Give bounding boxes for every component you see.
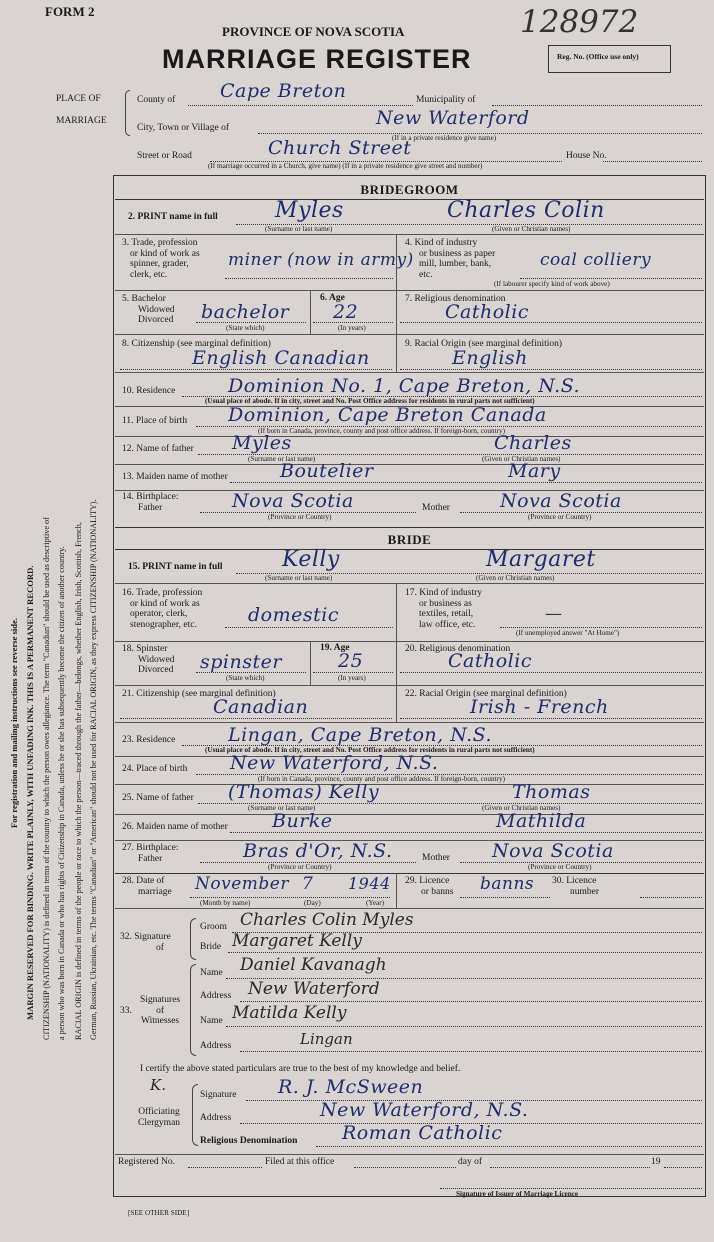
year-prefix: 19 [651, 1157, 661, 1167]
groom-residence: Dominion No. 1, Cape Breton, N.S. [228, 375, 581, 397]
f17-label [405, 588, 482, 630]
divider [115, 685, 704, 686]
f18-label-b: Widowed [138, 654, 175, 665]
f32-label [120, 932, 171, 953]
divider [115, 372, 704, 373]
handwritten-register-number: 128972 [520, 4, 639, 40]
f27-label [122, 843, 178, 864]
f23-sub: (Usual place of abode. If in city, street and No. Post Office address for residents in rural parts not sufficient) [205, 746, 535, 754]
f28-label-b: marriage [138, 886, 172, 897]
divider [115, 234, 704, 235]
witness1-address-label: Address [200, 991, 232, 1001]
f3-label-b: or kind of work as [130, 248, 200, 259]
marriage-label: MARRIAGE [56, 116, 107, 126]
f29-label-a: 29. Licence [405, 876, 450, 886]
f15-label [128, 562, 223, 572]
groom-citizenship: English Canadian [192, 347, 370, 369]
f27-label-b: Father [138, 853, 163, 864]
groom-place-of-birth: Dominion, Cape Breton Canada [228, 404, 547, 426]
divider [115, 840, 704, 841]
bride-surname: Kelly [282, 547, 340, 572]
filed-line [354, 1167, 456, 1168]
f26-label: 26. Maiden name of mother [122, 822, 228, 832]
f19-line [313, 672, 393, 673]
groom-father-birthplace: Nova Scotia [232, 490, 354, 512]
f30-label [552, 876, 599, 897]
divider [310, 641, 311, 685]
f30-label-b: number [570, 886, 600, 897]
f4-label-b: or business as paper [419, 248, 496, 259]
f14-label-a: 14. Birthplace: [122, 492, 179, 502]
divider [115, 464, 704, 465]
f27-sub-father: (Province or Country) [268, 863, 332, 871]
divider [115, 290, 704, 291]
f23-label: 23. Residence [122, 735, 176, 745]
witness1-address: New Waterford [248, 979, 380, 999]
f5-label-a: 5. Bachelor [122, 294, 166, 304]
f20-line [400, 672, 702, 673]
groom-mother-surname: Boutelier [280, 460, 374, 482]
bride-signature: Margaret Kelly [232, 931, 362, 951]
bride-citizenship: Canadian [213, 696, 309, 718]
divider [115, 527, 704, 528]
margin-instructions: For registration and mailing instructions see reverse side. [9, 617, 19, 828]
reg-number-box [548, 45, 671, 73]
f28-sub-month: (Month by name) [200, 899, 251, 907]
groom-racial-origin: English [452, 347, 528, 369]
divider [115, 334, 704, 335]
f21-line [120, 718, 392, 719]
f12-sub-surname: (Surname or last name) [248, 455, 316, 463]
f25-sub-surname: (Surname or last name) [248, 804, 316, 812]
f26-line [230, 832, 702, 833]
bridegroom-heading: BRIDEGROOM [360, 182, 459, 197]
groom-mother-given: Mary [508, 460, 561, 482]
f17-line [500, 627, 702, 628]
signature-bracket [190, 918, 196, 960]
divider [115, 641, 704, 642]
clergy-label-a: Officiating [138, 1107, 180, 1117]
see-other-side: [SEE OTHER SIDE] [128, 1209, 190, 1217]
street-value: Church Street [268, 137, 412, 159]
f11-label: 11. Place of birth [122, 416, 188, 426]
divider [115, 436, 704, 437]
bride-sig-line [228, 952, 702, 953]
f30-label-a: 30. Licence [552, 876, 597, 886]
clergy-address: New Waterford, N.S. [320, 1099, 529, 1121]
bride-religion: Catholic [448, 650, 532, 672]
f28-label [122, 876, 172, 897]
groom-mother-birthplace: Nova Scotia [500, 490, 622, 512]
f24-sub: (If born in Canada, province, county and post office address. If foreign-born, country) [258, 775, 505, 783]
witness2-address-label: Address [200, 1041, 232, 1051]
day-of-label: day of [458, 1157, 483, 1167]
clergy-religion-label: Religious Denomination [200, 1136, 298, 1146]
margin-binding-note: MARGIN RESERVED FOR BINDING. WRITE PLAINLY, WITH UNFADING INK. THIS IS A PERMANENT RECORD. [25, 565, 35, 1020]
f10-sub: (Usual place of abode. If in city, street and No. Post Office address for residents in rural parts not sufficient) [205, 397, 535, 405]
divider [115, 908, 704, 909]
groom-marital-status: bachelor [201, 301, 290, 323]
f8-label: 8. Citizenship (see marginal definition) [122, 339, 271, 349]
f13-label: 13. Maiden name of mother [122, 472, 228, 482]
f4-label [405, 238, 495, 280]
bride-mother-surname: Burke [272, 810, 333, 832]
f4-sub: (If labourer specify kind of work above) [494, 280, 610, 288]
f17-label-b: or business as [419, 598, 472, 609]
f5-label-b: Widowed [138, 304, 175, 315]
f25-label: 25. Name of father [122, 793, 194, 803]
f12-sub-given: (Given or Christian names) [482, 455, 561, 463]
witness2-name-label: Name [200, 1016, 223, 1026]
f2-sub-surname: (Surname or last name) [265, 225, 333, 233]
divider [115, 784, 704, 785]
witness2-address-line [240, 1051, 702, 1052]
witness-label [140, 995, 180, 1027]
groom-religion: Catholic [445, 301, 529, 323]
street-note: (If marriage occurred in a Church, give name) (If in a private residence give street and number) [208, 162, 483, 170]
registered-label: Registered No. [118, 1157, 175, 1167]
province-heading: PROVINCE OF NOVA SCOTIA [222, 24, 405, 39]
divider [115, 583, 704, 584]
f32-label-a: 32. Signature [120, 932, 171, 942]
f13-line [230, 482, 702, 483]
house-label: House No. [566, 151, 607, 161]
bride-father-birthplace: Bras d'Or, N.S. [243, 840, 393, 862]
bride-father-given: Thomas [512, 781, 591, 803]
f5-label-c: Divorced [138, 315, 174, 325]
f2-sub-given: (Given or Christian names) [492, 225, 571, 233]
f8-line [120, 369, 392, 370]
witness-label-b: of [156, 1005, 165, 1016]
f20-label: 20. Religious denomination [405, 644, 511, 654]
f19-label-text: 19. Age [320, 643, 350, 653]
bride-mother-given: Mathilda [496, 810, 587, 832]
f14-mother-label: Mother [422, 503, 450, 513]
bride-mother-birthplace: Nova Scotia [492, 840, 614, 862]
reg-number-label: Reg. No. (Office use only) [557, 52, 639, 61]
f6-sub: (In years) [338, 324, 366, 332]
bride-given-names: Margaret [486, 547, 596, 572]
bride-father-surname: (Thomas) Kelly [228, 781, 380, 803]
groom-signature: Charles Colin Myles [240, 910, 414, 930]
witness1-address-line [240, 1001, 702, 1002]
f16-label-d: stenographer, etc. [130, 619, 197, 630]
witness-bracket [190, 964, 196, 1056]
private-residence-note: (If in a private residence give name) [392, 134, 497, 142]
divider [396, 685, 397, 722]
clergy-signature: R. J. McSween [278, 1076, 424, 1098]
witness2-name: Matilda Kelly [232, 1003, 347, 1023]
bride-marital-status: spinster [200, 651, 282, 673]
bride-racial-origin: Irish - French [470, 696, 609, 718]
f30-line [640, 897, 702, 898]
groom-label: Groom [200, 922, 227, 932]
clergy-label [138, 1107, 180, 1128]
f16-label-a: 16. Trade, profession [122, 588, 203, 598]
f17-sub: (If unemployed answer "At Home") [516, 629, 620, 637]
f18-label [122, 644, 175, 676]
f15-label-text: 15. PRINT name in full [128, 562, 223, 572]
witness-label-a: Signatures [140, 995, 181, 1005]
divider [115, 722, 704, 723]
f2-label-text: 2. PRINT name in full [128, 212, 218, 222]
clergy-bracket [192, 1084, 198, 1146]
page-title: MARRIAGE REGISTER [162, 44, 472, 74]
f24-label: 24. Place of birth [122, 764, 188, 774]
f33-num: 33. [120, 1006, 132, 1016]
witness1-name: Daniel Kavanagh [240, 955, 387, 975]
f14-sub-mother: (Province or Country) [528, 513, 592, 521]
f15-sub-surname: (Surname or last name) [265, 574, 333, 582]
groom-occupation: miner (now in army) [228, 250, 414, 270]
margin-citizenship-1: CITIZENSHIP (NATIONALITY) is defined in terms of the country to which the person owes allegiance. The term "Canadian" should be used as descriptive of [42, 517, 51, 1040]
f3-label [122, 238, 200, 280]
witness2-address: Lingan [300, 1030, 353, 1048]
filed-label: Filed at this office [265, 1157, 335, 1167]
bride-occupation: domestic [248, 604, 339, 626]
f4-label-c: mill, lumber, bank, [419, 259, 492, 269]
divider [396, 334, 397, 372]
form-number: FORM 2 [45, 4, 95, 19]
f3-label-a: 3. Trade, profession [122, 238, 198, 248]
county-label: County of [137, 95, 176, 105]
county-value: Cape Breton [220, 80, 347, 102]
f17-label-a: 17. Kind of industry [405, 588, 483, 598]
f18-label-a: 18. Spinster [122, 644, 168, 654]
f5-sub: (State which) [226, 324, 265, 332]
f29-label [405, 876, 453, 897]
f28-line [190, 897, 390, 898]
f16-label-c: operator, clerk, [130, 609, 188, 619]
house-line [603, 161, 702, 162]
f17-label-d: law office, etc. [419, 619, 476, 630]
f3-label-d: clerk, etc. [130, 269, 168, 280]
groom-given-names: Charles Colin [447, 198, 605, 223]
municipality-line [492, 105, 702, 106]
f16-label [122, 588, 202, 630]
county-line [188, 105, 413, 106]
f7-label: 7. Religious denomination [405, 294, 506, 304]
f18-sub: (State which) [226, 674, 265, 682]
groom-father-surname: Myles [232, 432, 292, 454]
f28-label-a: 28. Date of [122, 876, 165, 886]
day-of-line [490, 1167, 650, 1168]
f5-label [122, 294, 175, 326]
f27-label-a: 27. Birthplace: [122, 843, 179, 853]
f15-sub-given: (Given or Christian names) [476, 574, 555, 582]
street-label: Street or Road [137, 151, 192, 161]
margin-racial-2: German, Russian, Ukrainian, etc. The terms "Canadian" or "American" should not be used for RACIAL ORIGIN, as they express CITIZENSHIP (NATIONALITY). [89, 499, 98, 1040]
bride-label: Bride [200, 942, 222, 952]
f16-label-b: or kind of work as [130, 598, 200, 609]
marriage-day: 7 [302, 874, 314, 894]
groom-industry: coal colliery [540, 250, 652, 270]
clergy-mark: K. [150, 1076, 166, 1094]
f28-sub-day: (Day) [304, 899, 321, 907]
f9-label: 9. Racial Origin (see marginal definition) [405, 339, 563, 349]
f4-label-a: 4. Kind of industry [405, 238, 478, 248]
clergy-religion-line [316, 1146, 702, 1147]
f16-line [225, 627, 393, 628]
bride-industry: — [545, 604, 562, 624]
certify-statement: I certify the above stated particulars are true to the best of my knowledge and belief. [140, 1064, 461, 1074]
clergy-signature-label: Signature [200, 1090, 237, 1100]
margin-racial-1: RACIAL ORIGIN is defined in terms of the people or race to which the person—traced through the father—belongs, whether English, Irish, Scottish, French, [74, 522, 83, 1040]
f21-label: 21. Citizenship (see marginal definition) [122, 689, 276, 699]
divider [115, 549, 704, 550]
f29-line [460, 897, 550, 898]
marriage-year: 1944 [348, 874, 391, 893]
place-of-label: PLACE OF [56, 94, 101, 104]
f28-sub-year: (Year) [366, 899, 385, 907]
bride-age: 25 [338, 650, 364, 672]
f3-line [225, 278, 393, 279]
bride-place-of-birth: New Waterford, N.S. [230, 752, 439, 774]
f6-label-text: 6. Age [320, 293, 345, 303]
divider [115, 199, 704, 200]
registered-line [188, 1167, 262, 1168]
divider [310, 290, 311, 334]
licence-or-banns: banns [480, 874, 535, 894]
clergy-address-label: Address [200, 1113, 232, 1123]
f14-label [122, 492, 178, 513]
bride-residence: Lingan, Cape Breton, N.S. [228, 724, 493, 746]
witness-label-c: Witnesses [140, 1016, 180, 1026]
clergy-label-b: Clergyman [138, 1117, 181, 1128]
city-value: New Waterford [376, 107, 530, 129]
city-label: City, Town or Village of [137, 123, 229, 133]
f2-label [128, 212, 218, 222]
divider [396, 290, 397, 334]
f17-label-c: textiles, retail, [419, 609, 474, 619]
clergy-religion: Roman Catholic [342, 1122, 503, 1144]
f3-label-c: spinner, grader, [130, 259, 189, 269]
issuer-line [440, 1188, 702, 1189]
f29-label-b: or banns [421, 886, 454, 897]
divider [115, 814, 704, 815]
divider [396, 234, 397, 290]
f4-line [520, 278, 702, 279]
bride-heading: BRIDE [387, 532, 432, 547]
f9-line [400, 369, 702, 370]
f27-mother-label: Mother [422, 853, 450, 863]
groom-age: 22 [333, 301, 359, 323]
divider [396, 641, 397, 685]
divider [115, 1154, 704, 1155]
f32-label-b: of [156, 942, 164, 953]
witness2-name-line [226, 1026, 702, 1027]
f18-label-c: Divorced [138, 665, 174, 675]
f22-label: 22. Racial Origin (see marginal definition) [405, 689, 567, 699]
municipality-label: Municipality of [416, 95, 476, 105]
f11-sub: (If born in Canada, province, county and post office address. If foreign-born, country) [258, 427, 505, 435]
year-line [664, 1167, 702, 1168]
witness1-name-label: Name [200, 968, 223, 978]
f27-sub-mother: (Province or Country) [528, 863, 592, 871]
f4-label-d: etc. [419, 269, 433, 280]
marriage-month: November [195, 874, 289, 894]
divider [396, 873, 397, 908]
divider [396, 583, 397, 641]
margin-citizenship-2: a person who was born in Canada or who has rights of Citizenship in Canada, unless he or she has subsequently become the citizen of another country. [57, 546, 66, 1040]
issuer-label: Signature of Issuer of Marriage Licence [456, 1190, 579, 1198]
groom-father-given: Charles [494, 432, 572, 454]
f22-line [400, 718, 702, 719]
f14-sub-father: (Province or Country) [268, 513, 332, 521]
f10-label: 10. Residence [122, 386, 176, 396]
f14-label-b: Father [138, 502, 163, 513]
f25-sub-given: (Given or Christian names) [482, 804, 561, 812]
place-bracket [125, 90, 130, 136]
groom-surname: Myles [275, 198, 344, 223]
f19-sub: (In years) [338, 674, 366, 682]
f12-label: 12. Name of father [122, 444, 194, 454]
